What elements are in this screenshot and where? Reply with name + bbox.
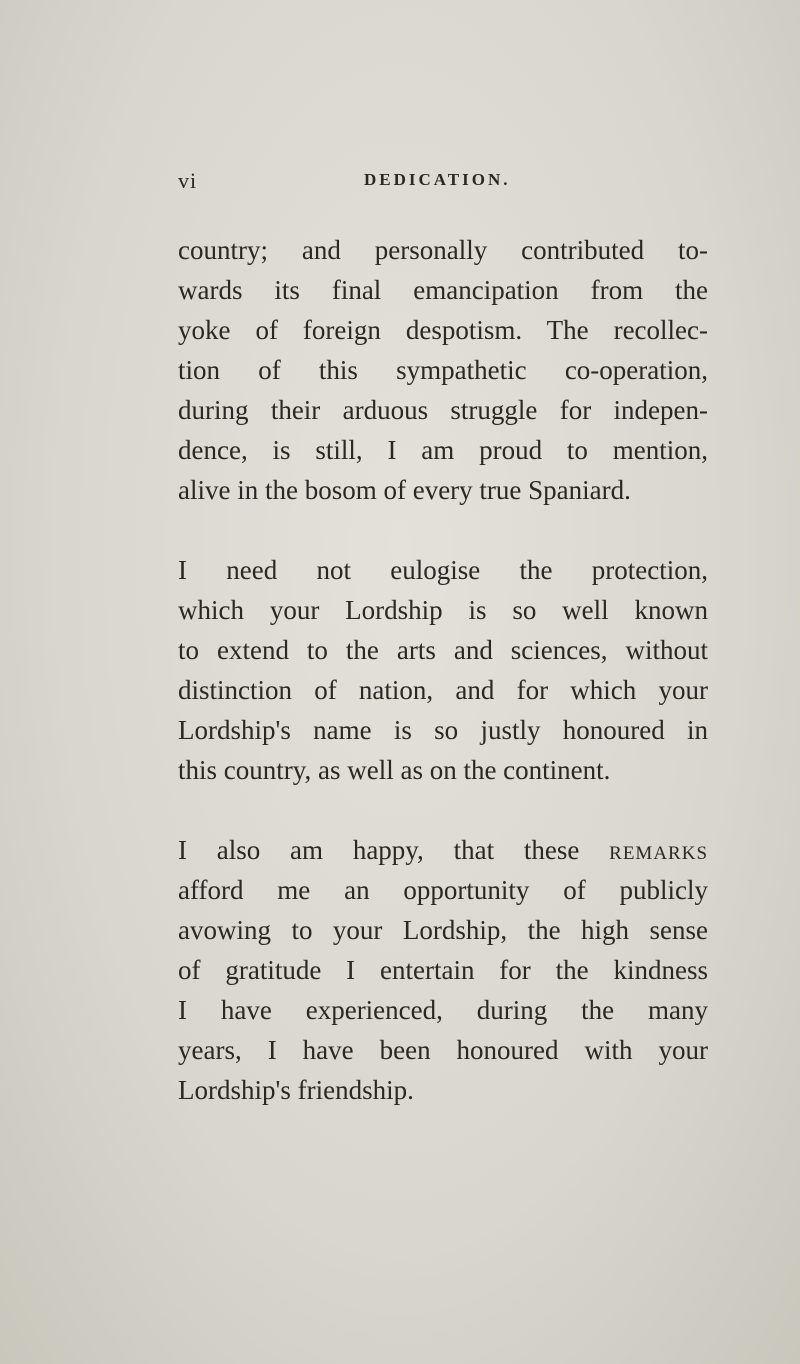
text-line: wards its final emancipation from the <box>178 275 708 305</box>
paragraph-2 <box>178 550 708 790</box>
body-text <box>178 230 708 1110</box>
text-line: years, I have been honoured with your <box>178 1035 708 1065</box>
text-line: I need not eulogise the protection, <box>178 555 708 585</box>
text-line: yoke of foreign despotism. The recollec- <box>178 315 708 345</box>
text-line: which your Lordship is so well known <box>178 595 708 625</box>
paragraph-spacer <box>178 790 708 830</box>
text-line: afford me an opportunity of publicly <box>178 875 708 905</box>
paragraph-spacer <box>178 510 708 550</box>
text-line: during their arduous struggle for indepen- <box>178 395 708 425</box>
text-line: Lordship's friendship. <box>178 1075 414 1105</box>
running-head: DEDICATION. <box>364 170 511 189</box>
text-line: of gratitude I entertain for the kindness <box>178 955 708 985</box>
text-line: distinction of nation, and for which your <box>178 675 708 705</box>
paragraph-3 <box>178 830 708 1110</box>
text-line: avowing to your Lordship, the high sense <box>178 915 708 945</box>
page-number: vi <box>178 168 198 193</box>
text-line: alive in the bosom of every true Spaniard. <box>178 475 631 505</box>
text-line: country; and personally contributed to- <box>178 235 708 265</box>
text-line: I have experienced, during the many <box>178 995 708 1025</box>
text-line: tion of this sympathetic co-operation, <box>178 355 708 385</box>
paragraph-1 <box>178 230 708 510</box>
text-line <box>178 830 708 870</box>
text-line: Lordship's name is so justly honoured in <box>178 715 708 745</box>
text-line: to extend to the arts and sciences, without <box>178 635 708 665</box>
text-line: this country, as well as on the continent. <box>178 755 611 785</box>
text-line: dence, is still, I am proud to mention, <box>178 435 708 465</box>
smallcaps-word: remarks <box>609 835 709 865</box>
text-segment: I also am happy, that these <box>178 835 580 865</box>
page-header <box>178 168 708 198</box>
